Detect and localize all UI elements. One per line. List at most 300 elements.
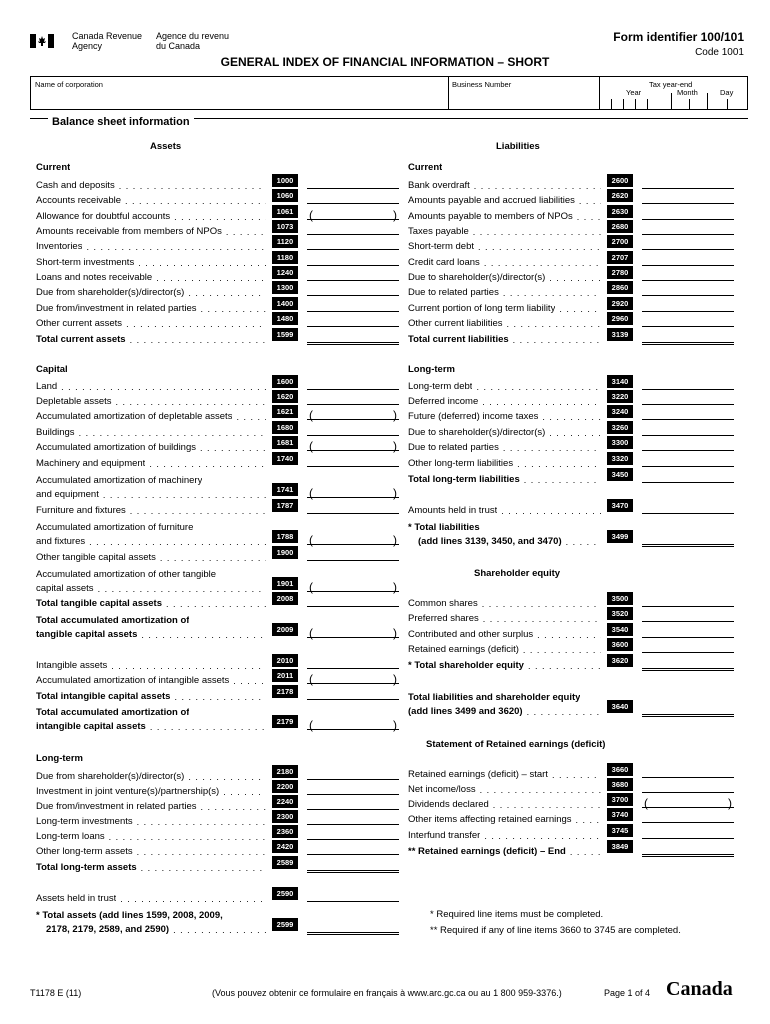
form-code: Code 1001 (695, 47, 744, 58)
leader-dots (478, 397, 601, 407)
amount-field-1073[interactable] (307, 234, 399, 235)
amount-field-3499[interactable] (642, 544, 734, 547)
line-label: Other items affecting retained earnings (408, 814, 572, 825)
leader-dots (229, 676, 266, 686)
line-code: 1120 (272, 235, 298, 248)
line-code: 1680 (272, 421, 298, 434)
line-label: Short-term debt (408, 241, 474, 252)
form-line-3680 (408, 780, 601, 795)
form-line-3500 (408, 594, 601, 609)
form-line-2360 (36, 827, 266, 842)
line-label: Due to related parties (408, 287, 499, 298)
form-line-2180 (36, 767, 266, 782)
line-label: Amounts held in trust (408, 505, 498, 516)
amount-field-3240[interactable] (642, 419, 734, 420)
amount-field-1599[interactable] (307, 342, 399, 345)
line-label: Depletable assets (36, 396, 112, 407)
amount-field-3745[interactable] (642, 838, 734, 839)
line-code: 1788 (272, 530, 298, 543)
line-code: 1060 (272, 189, 298, 202)
line-label: Accumulated amortization of furniture (36, 522, 194, 533)
amount-field-1300[interactable] (307, 295, 399, 296)
leader-dots (497, 506, 601, 516)
leader-dots (170, 692, 266, 702)
amount-field-3220[interactable] (642, 404, 734, 405)
form-line-3260 (408, 423, 601, 438)
line-label: intangible capital assets (36, 721, 146, 732)
line-label: * Total shareholder equity (408, 660, 524, 671)
form-line-2680 (408, 222, 601, 237)
line-label: Machinery and equipment (36, 458, 146, 469)
line-code: 1599 (272, 328, 298, 341)
leader-dots (122, 319, 266, 329)
close-paren: ) (393, 208, 397, 222)
leader-dots (480, 258, 601, 268)
leader-dots (99, 490, 266, 500)
amount-field-3320[interactable] (642, 466, 734, 467)
amount-field-2590[interactable] (307, 901, 399, 902)
amount-field-3139[interactable] (642, 342, 734, 345)
line-label: Accumulated amortization of buildings (36, 442, 197, 453)
amount-field-2620[interactable] (642, 203, 734, 204)
line-code: 2700 (607, 235, 633, 248)
amount-field-3640[interactable] (642, 714, 734, 717)
line-label: Bank overdraft (408, 180, 470, 191)
form-line-3139 (408, 330, 601, 345)
form-line-3600 (408, 640, 601, 655)
tax-year-end-label: Tax year-end (649, 80, 693, 89)
line-code: 2620 (607, 189, 633, 202)
leader-dots (82, 242, 266, 252)
amount-field-1061[interactable] (307, 219, 399, 220)
line-label: Due to shareholder(s)/director(s) (408, 427, 546, 438)
leader-dots (538, 412, 601, 422)
amount-field-3540[interactable] (642, 637, 734, 638)
close-paren: ) (393, 672, 397, 686)
line-code: 3620 (607, 654, 633, 667)
close-paren: ) (393, 718, 397, 732)
form-line-2011 (36, 671, 266, 686)
line-code: 3540 (607, 623, 633, 636)
amount-field-2360[interactable] (307, 839, 399, 840)
year-label: Year (626, 88, 642, 97)
open-paren: ( (309, 626, 313, 640)
leader-dots (105, 832, 266, 842)
amount-field-2630[interactable] (642, 219, 734, 220)
amount-field-3680[interactable] (642, 792, 734, 793)
line-label: Dividends declared (408, 799, 489, 810)
line-code: 2680 (607, 220, 633, 233)
amount-field-2599[interactable] (307, 932, 399, 935)
form-line-2589 (36, 858, 266, 873)
line-code: 1300 (272, 281, 298, 294)
leader-dots (470, 181, 601, 191)
line-code: 2008 (272, 592, 298, 605)
amount-field-1240[interactable] (307, 280, 399, 281)
line-code: 2010 (272, 654, 298, 667)
amount-field-3660[interactable] (642, 777, 734, 778)
amount-field-1060[interactable] (307, 203, 399, 204)
leader-dots (499, 443, 601, 453)
subsection-heading: Current (408, 162, 443, 173)
amount-field-3500[interactable] (642, 606, 734, 607)
form-line-1621 (36, 407, 266, 422)
close-paren: ) (393, 408, 397, 422)
form-line-2860 (408, 283, 601, 298)
form-line-3540 (408, 625, 601, 640)
form-line-3660 (408, 765, 601, 780)
agency-name-en: Canada Revenue Agency (72, 31, 143, 51)
line-code: 1480 (272, 312, 298, 325)
amount-field-3520[interactable] (642, 621, 734, 622)
line-label: Investment in joint venture(s)/partnership(s) (36, 786, 220, 797)
form-line-3745 (408, 826, 601, 841)
leader-dots (121, 196, 266, 206)
amount-field-2200[interactable] (307, 794, 399, 795)
line-code: 3139 (607, 328, 633, 341)
amount-field-3600[interactable] (642, 652, 734, 653)
line-code: 3240 (607, 405, 633, 418)
leader-dots (116, 894, 266, 904)
leader-dots (219, 787, 266, 797)
amount-field-3300[interactable] (642, 450, 734, 451)
line-code: 2960 (607, 312, 633, 325)
leader-dots (533, 630, 601, 640)
subsection-heading: Current (36, 162, 71, 173)
line-label: Total intangible capital assets (36, 691, 171, 702)
close-paren: ) (393, 580, 397, 594)
form-line-1680 (36, 423, 266, 438)
line-label: Inventories (36, 241, 83, 252)
line-label: Loans and notes receivable (36, 272, 153, 283)
amount-field-1901[interactable] (307, 591, 399, 592)
leader-dots (545, 273, 601, 283)
form-line-3849 (408, 842, 601, 857)
form-line-1787 (36, 501, 266, 516)
form-line-2178 (36, 687, 266, 702)
note-required: * Required line items must be completed. (430, 909, 604, 920)
leader-dots (499, 288, 601, 298)
amount-field-3849[interactable] (642, 854, 734, 857)
form-line-2009 (36, 625, 266, 640)
amount-field-2700[interactable] (642, 249, 734, 250)
agency-name-fr: Agence du revenu du Canada (156, 31, 230, 51)
leader-dots (545, 428, 601, 438)
line-code: 3450 (607, 468, 633, 481)
amount-field-1621[interactable] (307, 419, 399, 420)
line-label: Amounts receivable from members of NPOs (36, 226, 222, 237)
line-label: Future (deferred) income taxes (408, 411, 539, 422)
form-line-3300 (408, 438, 601, 453)
leader-dots (478, 599, 601, 609)
form-line-3470 (408, 501, 601, 516)
leader-dots (112, 397, 266, 407)
amount-field-2680[interactable] (642, 234, 734, 235)
name-of-corporation-label: Name of corporation (35, 80, 103, 89)
open-paren: ( (309, 208, 313, 222)
leader-dots (476, 785, 601, 795)
line-label: Due from/investment in related parties (36, 303, 197, 314)
amount-field-1120[interactable] (307, 249, 399, 250)
leader-dots (555, 304, 601, 314)
form-line-2179 (36, 717, 266, 732)
amount-field-1740[interactable] (307, 466, 399, 467)
amount-field-1600[interactable] (307, 389, 399, 390)
amount-field-3140[interactable] (642, 389, 734, 390)
amount-field-1620[interactable] (307, 404, 399, 405)
form-line-3320 (408, 454, 601, 469)
liabilities-heading: Liabilities (496, 141, 540, 152)
leader-dots (57, 382, 266, 392)
line-label: Net income/loss (408, 784, 476, 795)
close-paren: ) (393, 626, 397, 640)
amount-field-1000[interactable] (307, 188, 399, 189)
line-label: Land (36, 381, 58, 392)
amount-field-3700[interactable] (642, 807, 734, 808)
line-label: Amounts payable to members of NPOs (408, 211, 573, 222)
form-line-3450 (408, 470, 601, 485)
line-code: 2360 (272, 825, 298, 838)
form-line-1600 (36, 377, 266, 392)
amount-field-2009[interactable] (307, 637, 399, 638)
line-code: 3520 (607, 607, 633, 620)
open-paren: ( (309, 718, 313, 732)
amount-field-2010[interactable] (307, 668, 399, 669)
form-line-1741 (36, 485, 266, 500)
amount-field-1180[interactable] (307, 265, 399, 266)
line-code: 2200 (272, 780, 298, 793)
amount-field-2860[interactable] (642, 295, 734, 296)
leader-dots (572, 815, 601, 825)
amount-field-1741[interactable] (307, 497, 399, 498)
amount-field-1400[interactable] (307, 311, 399, 312)
form-identifier: Form identifier 100/101 (613, 30, 744, 44)
retained-earnings-heading: Statement of Retained earnings (deficit) (426, 739, 606, 750)
leader-dots (519, 645, 601, 655)
month-label: Month (677, 88, 698, 97)
close-paren: ) (393, 439, 397, 453)
line-code: 3849 (607, 840, 633, 853)
form-line-1480 (36, 314, 266, 329)
leader-dots (170, 212, 266, 222)
section-title: Balance sheet information (48, 116, 194, 128)
leader-dots (162, 599, 266, 609)
line-label: Total liabilities and shareholder equity (408, 692, 581, 703)
line-label: Long-term loans (36, 831, 105, 842)
line-label: Taxes payable (408, 226, 469, 237)
leader-dots (196, 443, 266, 453)
leader-dots (115, 181, 266, 191)
amount-field-2178[interactable] (307, 699, 399, 700)
amount-field-3450[interactable] (642, 482, 734, 483)
leader-dots (126, 506, 266, 516)
amount-field-2780[interactable] (642, 280, 734, 281)
leader-dots (489, 800, 601, 810)
line-label: Total long-term liabilities (408, 474, 520, 485)
line-code: 2179 (272, 715, 298, 728)
line-label: Common shares (408, 598, 478, 609)
leader-dots (184, 288, 266, 298)
line-code: 2600 (607, 174, 633, 187)
close-paren: ) (393, 533, 397, 547)
amount-field-1787[interactable] (307, 513, 399, 514)
form-line-3740 (408, 810, 601, 825)
line-code: 3500 (607, 592, 633, 605)
form-line-3140 (408, 377, 601, 392)
line-label: Total current liabilities (408, 334, 509, 345)
line-label: Intangible assets (36, 660, 108, 671)
line-code: 3470 (607, 499, 633, 512)
amount-field-1788[interactable] (307, 544, 399, 545)
line-code: 1681 (272, 436, 298, 449)
form-line-2960 (408, 314, 601, 329)
line-code: 2599 (272, 918, 298, 931)
amount-field-3620[interactable] (642, 668, 734, 671)
line-label: Contributed and other surplus (408, 629, 534, 640)
form-number: T1178 E (11) (30, 988, 82, 998)
amount-field-3740[interactable] (642, 822, 734, 823)
line-label: Accumulated amortization of intangible assets (36, 675, 230, 686)
leader-dots (107, 661, 266, 671)
line-code: 1400 (272, 297, 298, 310)
line-code: 2920 (607, 297, 633, 310)
open-paren: ( (644, 796, 648, 810)
corporation-info-box (30, 76, 748, 110)
leader-dots (169, 925, 266, 935)
line-label: Accounts receivable (36, 195, 122, 206)
form-line-1180 (36, 253, 266, 268)
line-label: Other current liabilities (408, 318, 503, 329)
line-label: Furniture and fixtures (36, 505, 126, 516)
amount-field-2960[interactable] (642, 326, 734, 327)
line-label: Retained earnings (deficit) – start (408, 769, 548, 780)
leader-dots (145, 459, 266, 469)
line-code: 2420 (272, 840, 298, 853)
line-code: 1900 (272, 546, 298, 559)
amount-field-2180[interactable] (307, 779, 399, 780)
line-label: Long-term debt (408, 381, 473, 392)
line-label: Due from shareholder(s)/director(s) (36, 771, 185, 782)
line-label: Due to shareholder(s)/director(s) (408, 272, 546, 283)
form-line-1681 (36, 438, 266, 453)
line-label: (add lines 3499 and 3620) (408, 706, 523, 717)
line-code: 3700 (607, 793, 633, 806)
line-code: 3499 (607, 530, 633, 543)
amount-field-3260[interactable] (642, 435, 734, 436)
line-label: Accumulated amortization of machinery (36, 475, 203, 486)
form-line-3700 (408, 795, 601, 810)
leader-dots (146, 722, 266, 732)
open-paren: ( (309, 533, 313, 547)
leader-dots (480, 831, 601, 841)
leader-dots (137, 630, 266, 640)
leader-dots (197, 304, 266, 314)
amount-field-2240[interactable] (307, 809, 399, 810)
line-label: Total accumulated amortization of (36, 707, 190, 718)
subsection-heading: Capital (36, 364, 68, 375)
amount-field-1681[interactable] (307, 450, 399, 451)
open-paren: ( (309, 486, 313, 500)
leader-dots (85, 537, 266, 547)
amount-field-2600[interactable] (642, 188, 734, 189)
line-code: 3745 (607, 824, 633, 837)
form-line-2200 (36, 782, 266, 797)
line-code: 3320 (607, 452, 633, 465)
form-line-1788 (36, 532, 266, 547)
leader-dots (94, 584, 266, 594)
line-label: Deferred income (408, 396, 479, 407)
business-number-label: Business Number (452, 80, 512, 89)
form-line-2920 (408, 299, 601, 314)
amount-field-2420[interactable] (307, 854, 399, 855)
amount-field-2179[interactable] (307, 729, 399, 730)
line-label: * Total liabilities (408, 522, 480, 533)
line-label: Due to related parties (408, 442, 499, 453)
form-line-3240 (408, 407, 601, 422)
leader-dots (566, 847, 601, 857)
line-code: 1073 (272, 220, 298, 233)
amount-field-2008[interactable] (307, 606, 399, 607)
amount-field-3470[interactable] (642, 513, 734, 514)
amount-field-1900[interactable] (307, 560, 399, 561)
form-line-2599 (36, 920, 266, 935)
line-code: 3680 (607, 778, 633, 791)
line-label: Long-term investments (36, 816, 133, 827)
amount-field-1480[interactable] (307, 326, 399, 327)
amount-field-2300[interactable] (307, 824, 399, 825)
leader-dots (503, 319, 601, 329)
line-code: 2240 (272, 795, 298, 808)
line-code: 1787 (272, 499, 298, 512)
form-line-1901 (36, 579, 266, 594)
subsection-heading: Long-term (408, 364, 455, 375)
form-line-1120 (36, 237, 266, 252)
form-line-2600 (408, 176, 601, 191)
amount-field-2011[interactable] (307, 683, 399, 684)
form-line-3620 (408, 656, 601, 671)
leader-dots (134, 258, 266, 268)
leader-dots (575, 196, 601, 206)
line-label: Total long-term assets (36, 862, 137, 873)
line-code: 1180 (272, 251, 298, 264)
open-paren: ( (309, 580, 313, 594)
close-paren: ) (728, 796, 732, 810)
amount-field-2707[interactable] (642, 265, 734, 266)
line-code: 2009 (272, 623, 298, 636)
form-line-1900 (36, 548, 266, 563)
line-label: Due from/investment in related parties (36, 801, 197, 812)
line-code: 2178 (272, 685, 298, 698)
line-label: * Total assets (add lines 1599, 2008, 2009, (36, 910, 223, 921)
amount-field-2920[interactable] (642, 311, 734, 312)
line-label: Current portion of long term liability (408, 303, 556, 314)
line-code: 2860 (607, 281, 633, 294)
amount-field-1680[interactable] (307, 435, 399, 436)
line-label: Credit card loans (408, 257, 480, 268)
amount-field-2589[interactable] (307, 870, 399, 873)
line-label: Accumulated amortization of depletable assets (36, 411, 233, 422)
form-line-2300 (36, 812, 266, 827)
form-line-2420 (36, 842, 266, 857)
leader-dots (184, 772, 266, 782)
line-code: 3140 (607, 375, 633, 388)
form-line-3640 (408, 702, 601, 717)
line-label: Total tangible capital assets (36, 598, 163, 609)
line-code: 3300 (607, 436, 633, 449)
line-code: 3220 (607, 390, 633, 403)
leader-dots (524, 661, 601, 671)
line-code: 1621 (272, 405, 298, 418)
